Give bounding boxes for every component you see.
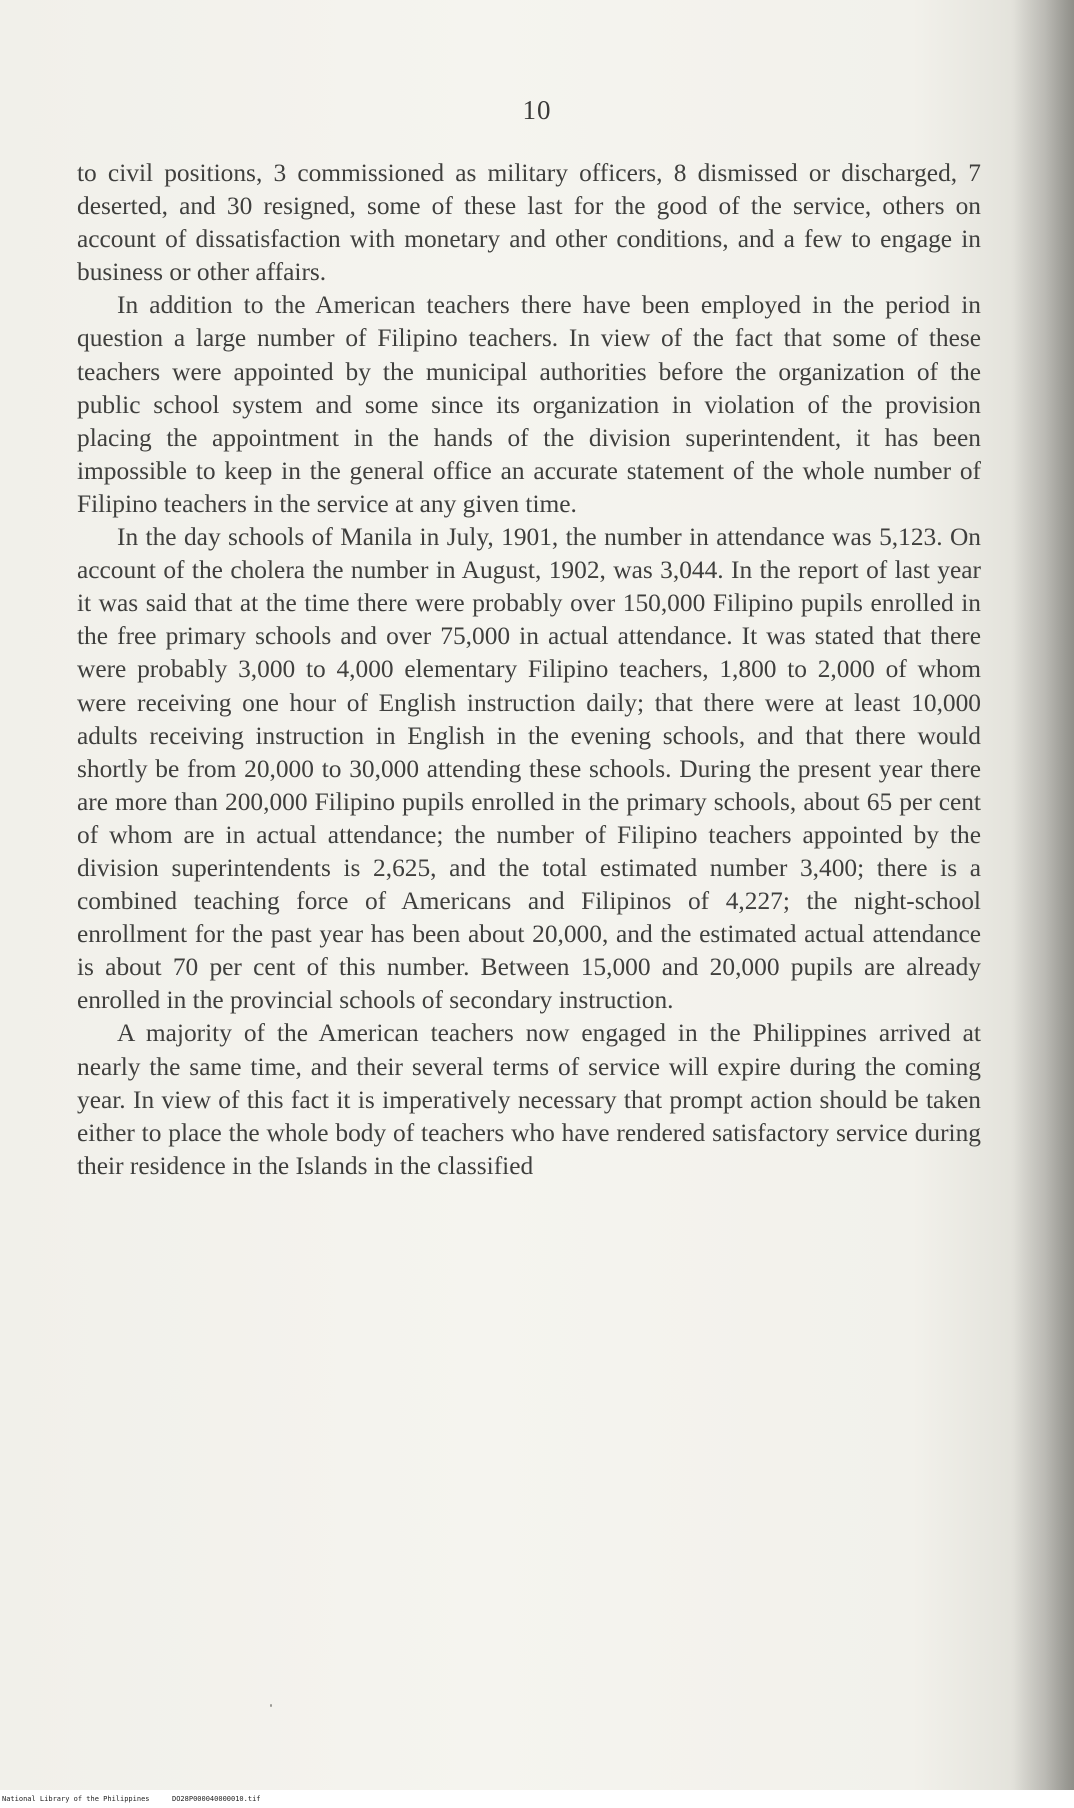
page-number: 10 <box>522 95 552 125</box>
page-edge-shadow <box>1014 0 1074 1790</box>
paragraph-continued: to civil positions, 3 commissioned as military officers, 8 dismissed or discharged, 7 deserted, and 30 resigned, some of these last for the good of the service, others on account of dissatisfaction with monetary and other conditions, and a few to engage in business or other affairs. <box>77 159 981 287</box>
scan-footer <box>0 1791 1074 1808</box>
body-text <box>77 157 981 1183</box>
footer-file-name: DO28P000040000010.tif <box>172 1795 261 1803</box>
paragraph-american-teachers-terms: A majority of the American teachers now engaged in the Philippines arrived at nearly the same time, and their several terms of service will expire during the coming year. In view of this fact it is imperatively necessary that prompt action should be taken either to place the whole body of teachers who have rendered satisfactory service during their residence in the Islands in the classified <box>77 1019 981 1180</box>
paragraph-attendance-statistics: In the day schools of Manila in July, 1901, the number in attendance was 5,123. On account of the cholera the number in August, 1902, was 3,044. In the report of last year it was said that at the time there were probably over 150,000 Filipino pupils enrolled in the free primary schools and over 75,000 in actual attendance. It was stated that there were probably 3,000 to 4,000 elementary Filipino teachers, 1,800 to 2,000 of whom were receiving one hour of English instruction daily; that there were at least 10,000 adults receiving instruction in English in the evening schools, and that there would shortly be from 20,000 to 30,000 attending these schools. During the present year there are more than 200,000 Filipino pupils enrolled in the primary schools, about 65 per cent of whom are in actual attendance; the number of Filipino teachers appointed by the division superintendents is 2,625, and the total estimated number 3,400; there is a combined teaching force of Americans and Filipinos of 4,227; the night-school enrollment for the past year has been about 20,000, and the estimated actual attendance is about 70 per cent of this number. Between 15,000 and 20,000 pupils are already enrolled in the provincial schools of secondary instruction. <box>77 523 981 1015</box>
paragraph-filipino-teachers: In addition to the American teachers there have been employed in the period in question a large number of Filipino teachers. In view of the fact that some of these teachers were appointed by the municipal authorities before the organization of the public school system and some since its organization in violation of the provision placing the appointment in the hands of the division superintendent, it has been impossible to keep in the general office an accurate statement of the whole number of Filipino teachers in the service at any given time. <box>77 291 981 518</box>
scan-speck <box>270 1704 272 1707</box>
footer-library-name: National Library of the Philippines <box>2 1795 150 1803</box>
